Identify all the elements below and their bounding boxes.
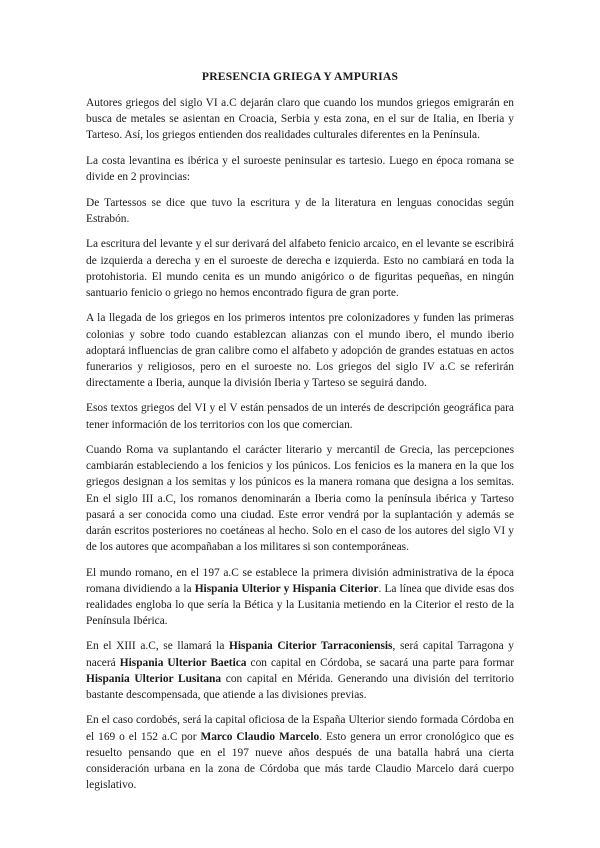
- paragraph: [86, 638, 514, 702]
- paragraph: [86, 195, 514, 227]
- paragraph: [86, 565, 514, 629]
- bold-text: Hispania Ulterior y Hispania Citerior: [194, 582, 379, 595]
- paragraph-text: La escritura del levante y el sur derivará del alfabeto fenicio arcaico, en el levante se escribirá de izquierda a derecha y en el suroeste de derecha e izquierda. Esto no cambiará en toda la protohistoria. El mundo cenita es un mundo anigórico o de figuritas pequeñas, en ningún santuario fenicio o griego no hemos encontrado figura de gran porte.: [86, 238, 514, 299]
- paragraph-text: En el XIII a.C, se llamará la: [86, 640, 230, 653]
- paragraph-text: En el caso cordobés, será la capital oficiosa de la España Ulterior siendo formada Córdoba en el 169 o el 152 a.C por: [86, 714, 514, 743]
- bold-text: Hispania Ulterior Baetica: [119, 656, 247, 669]
- paragraph-text: , será capital Tarragona y nacerá: [86, 640, 514, 669]
- document-title: PRESENCIA GRIEGA Y AMPURIAS: [201, 70, 399, 83]
- paragraph-text: De Tartessos se dice que tuvo la escritura y de la literatura en lenguas conocidas según Estrabón.: [86, 196, 514, 225]
- paragraph: [86, 95, 514, 143]
- paragraph-text: El mundo romano, en el 197 a.C se establece la primera división administrativa de la época romana dividiendo a la: [86, 566, 514, 595]
- paragraph: [86, 712, 514, 792]
- paragraph-text: con capital en Mérida. Generando una división del territorio bastante descompensada, que atiende a las divisiones previas.: [86, 672, 514, 701]
- paragraph: [86, 153, 514, 185]
- paragraph: [86, 400, 514, 432]
- bold-text: Marco Claudio Marcelo: [200, 730, 320, 743]
- paragraph-text: con capital en Córdoba, se sacará una parte para formar: [246, 656, 514, 669]
- paragraph-text: Autores griegos del siglo VI a.C dejarán claro que cuando los mundos griegos emigrarán en busca de metales se asientan en Croacia, Serbia y esta zona, en el sur de Italia, en Iberia y Tarteso. Así, los griegos entienden dos realidades culturales diferentes en la Península.: [86, 97, 514, 142]
- paragraph: [86, 236, 514, 300]
- paragraph-text: A la llegada de los griegos en los primeros intentos pre colonizadores y funden las primeras colonias y sobre todo cuando establezcan alianzas con el mundo ibero, el mundo iberio adoptará influencias de gran calibre como el alfabeto y adopción de grandes estatuas en actos funerarios y religiosos, pero en el suroeste no. Los griegos del siglo IV a.C se referirán directamente a Iberia, aunque la división Iberia y Tarteso se seguirá dando.: [86, 312, 514, 389]
- document-body: [86, 95, 514, 803]
- bold-text: Hispania Citerior Tarraconiensis: [229, 640, 393, 653]
- bold-text: Hispania Ulterior Lusitana: [86, 672, 222, 685]
- paragraph-text: Esos textos griegos del VI y el V están pensados de un interés de descripción geográfica para tener información de los territorios con los que comercian.: [86, 402, 514, 431]
- paragraph-text: Cuando Roma va suplantando el carácter literario y mercantil de Grecia, las percepciones cambiarán estableciendo a los fenicios y los púnicos. Los fenicios es la manera en la que los griegos designan a los semitas y los púnicos es la manera romana que designa a los semitas. En el siglo III a.C, los romanos denominarán a Iberia como la península ibérica y Tarteso pasará a ser conocida como una ciudad. Este error vendrá por la suplantación y además se darán escritos posteriores no coetáneas al hecho. Solo en el caso de los autores del siglo VI y de los autores que acompañaban a los militares si son contemporáneas.: [86, 444, 514, 553]
- paragraph-text: . Esto genera un error cronológico que es resuelto pensando que en el 197 nueve años después de una batalla habrá una cierta consideración urbana en la zona de Córdoba que más tarde Claudio Marcelo dará cuerpo legislativo.: [86, 730, 514, 791]
- paragraph: [86, 442, 514, 555]
- paragraph: [86, 310, 514, 390]
- paragraph-text: . La línea que divide esas dos realidades engloba lo que sería la Bética y la Lusitania metiendo en la Citerior el resto de la Península Ibérica.: [86, 582, 515, 627]
- paragraph-text: La costa levantina es ibérica y el suroeste peninsular es tartesio. Luego en época romana se divide en 2 provincias:: [86, 154, 514, 183]
